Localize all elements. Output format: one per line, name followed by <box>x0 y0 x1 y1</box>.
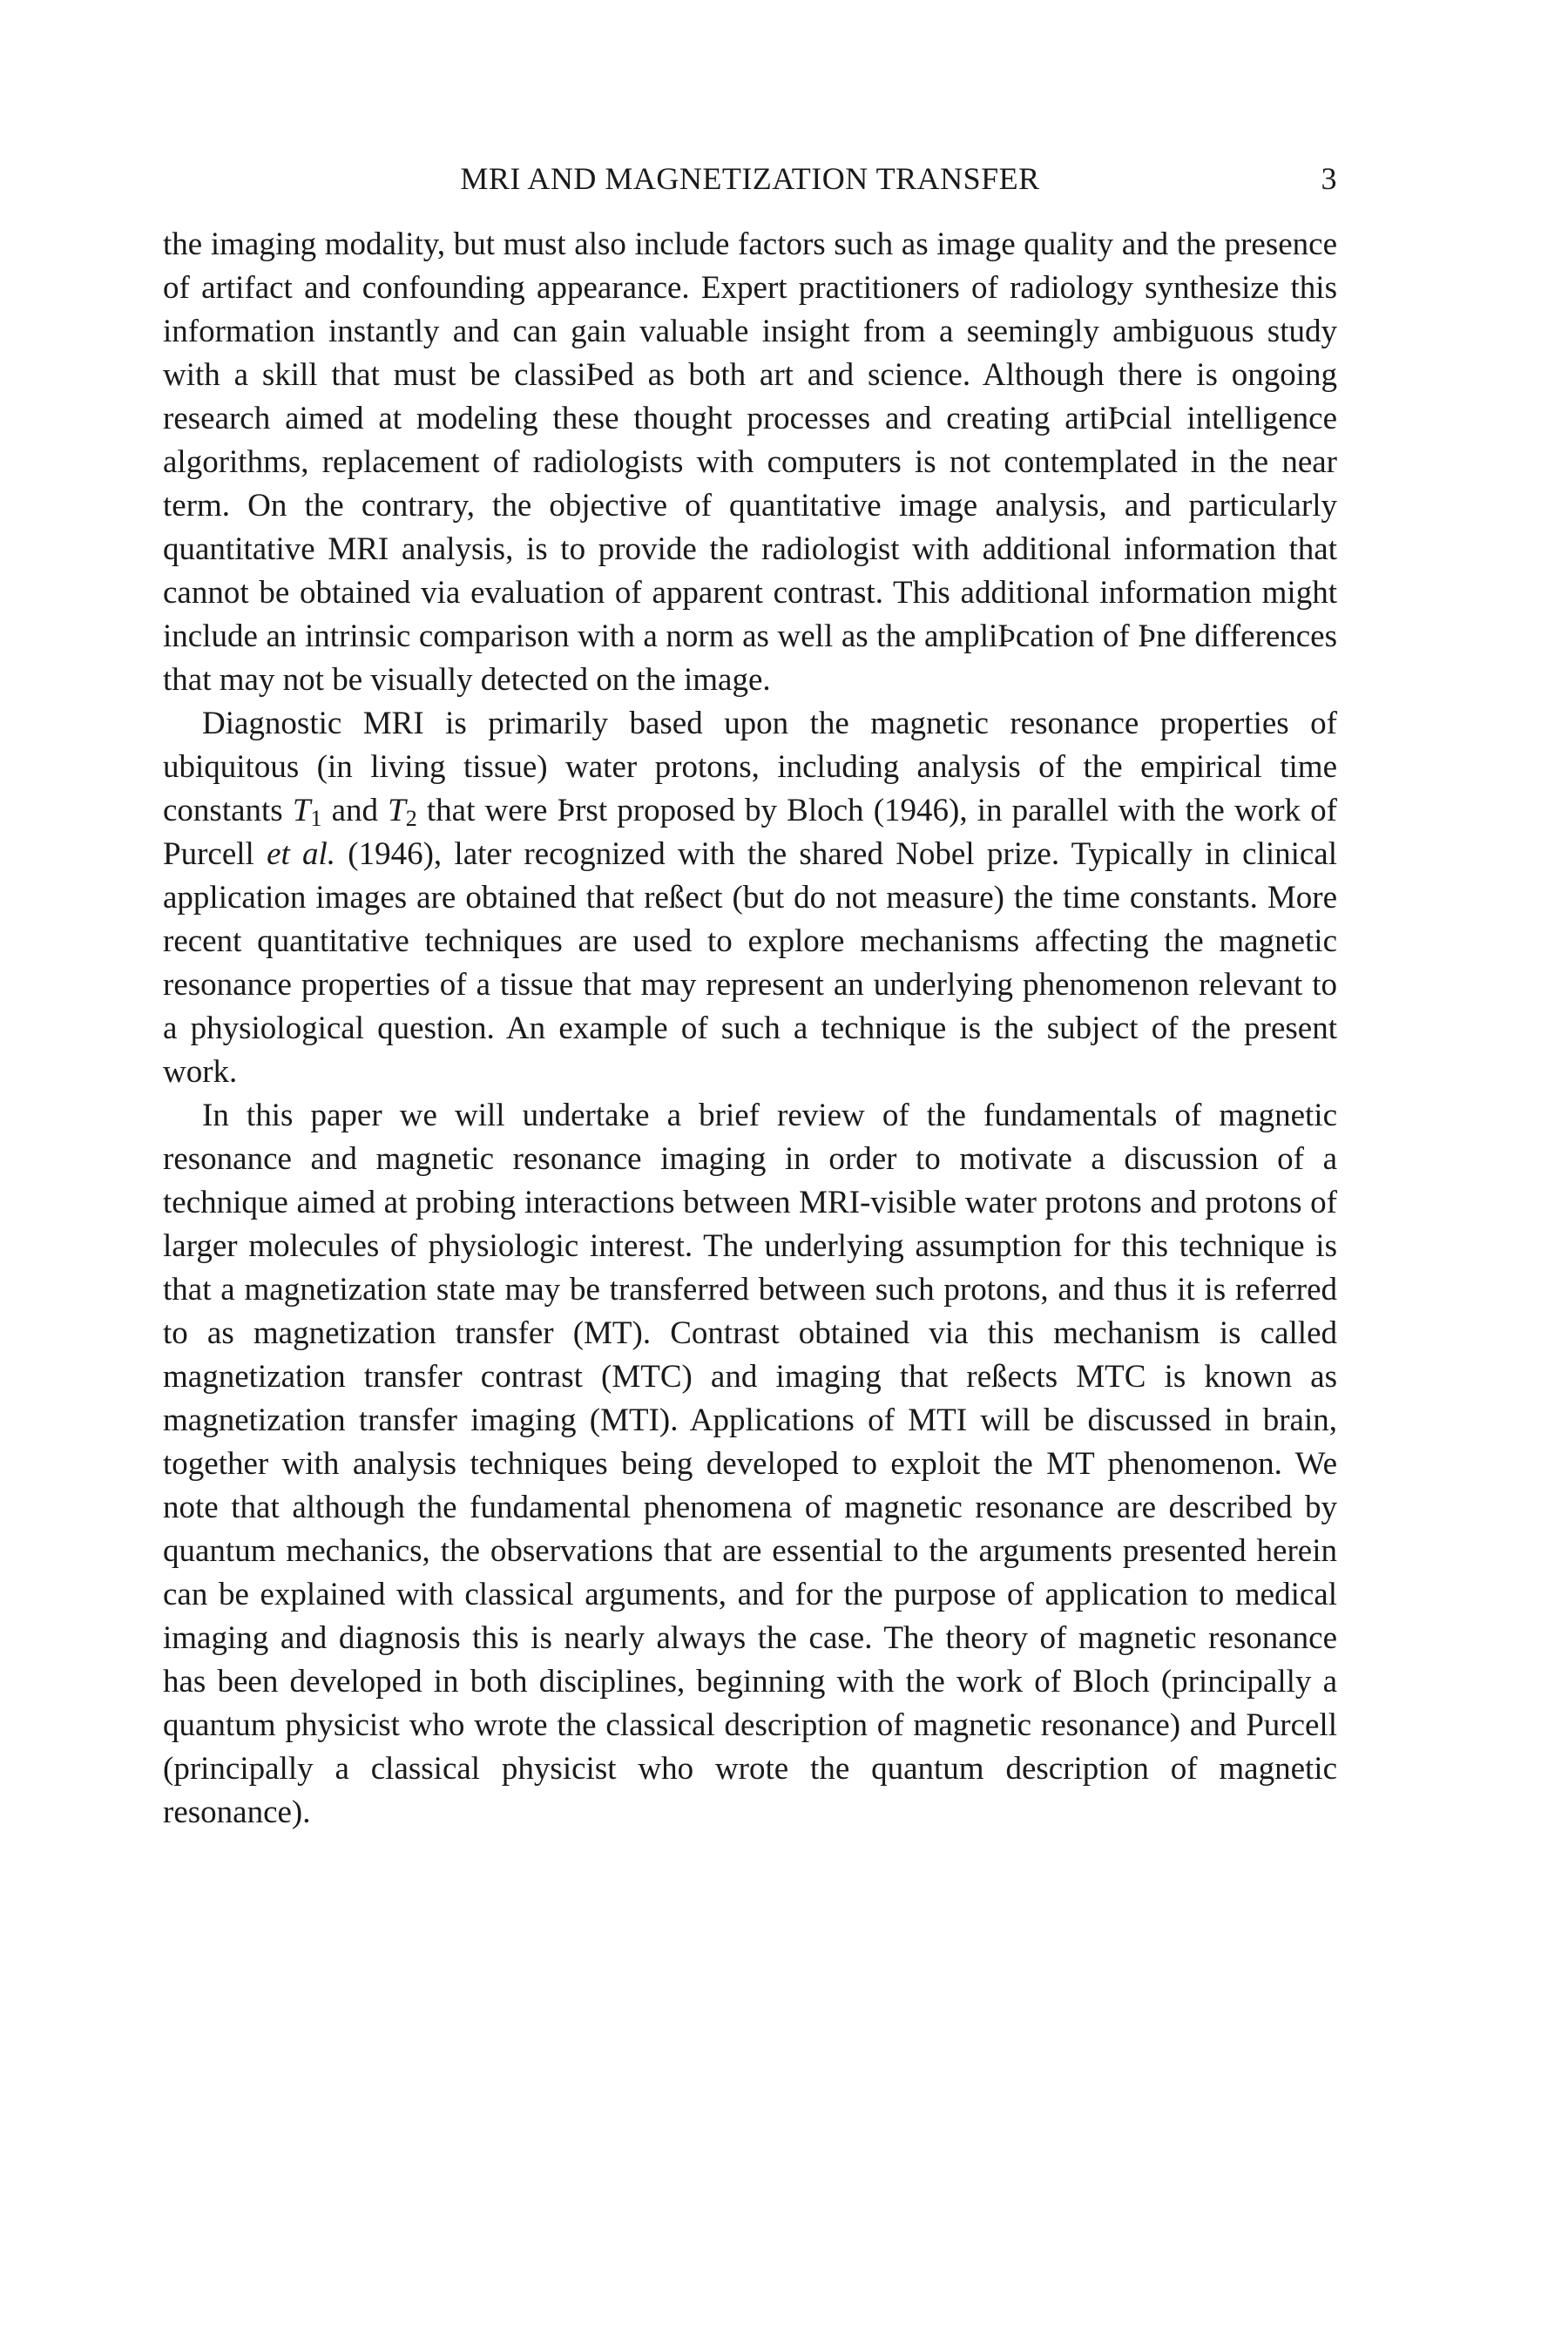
t1-subscript: 1 <box>310 806 322 831</box>
et-al: et al. <box>267 836 336 872</box>
paragraph-2 <box>163 702 1337 1094</box>
paragraph-2-text-a: Diagnostic MRI is primarily based upon the magnetic resonance properties of ubiquitous (in living tissue) water protons, including analysis of the empirical time constants <box>163 706 1337 828</box>
paragraph-3: In this paper we will undertake a brief review of the fundamentals of magnetic resonance and magnetic resonance imaging in order to motivate a discussion of a technique aimed at probing interactions between MRI-visible water protons and protons of larger molecules of physiologic interest. The underlying assumption for this technique is that a magnetization state may be transferred between such protons, and thus it is referred to as magnetization transfer (MT). Contrast obtained via this mechanism is called magnetization transfer contrast (MTC) and imaging that reßects MTC is known as magnetization transfer imaging (MTI). Applications of MTI will be discussed in brain, together with analysis techniques being developed to exploit the MT phenomenon. We note that although the fundamental phenomena of magnetic resonance are described by quantum mechanics, the observations that are essential to the arguments presented herein can be explained with classical arguments, and for the purpose of application to medical imaging and diagnosis this is nearly always the case. The theory of magnetic resonance has been developed in both disciplines, beginning with the work of Bloch (principally a quantum physicist who wrote the classical description of magnetic resonance) and Purcell (principally a classical physicist who wrote the quantum description of magnetic resonance). <box>163 1098 1337 1830</box>
paragraph-2-text-c: (1946), later recognized with the shared Nobel prize. Typically in clinical application images are obtained that reßect (but do not measure) the time constants. More recent quantitative techniques are used to explore mechanisms affecting the magnetic resonance properties of a tissue that may represent an underlying phenomenon relevant to a physiological question. An example of such a technique is the subject of the present work. <box>163 836 1338 1090</box>
body-text <box>163 223 1337 1835</box>
paragraph-2-and: and <box>321 793 389 828</box>
page <box>163 152 1337 1835</box>
running-title: MRI AND MAGNETIZATION TRANSFER <box>460 161 1040 196</box>
t2-symbol: T <box>388 793 406 828</box>
paragraph-1: the imaging modality, but must also include factors such as image quality and the presence of artifact and confounding appearance. Expert practitioners of radiology synthesize this information instantly and can gain valuable insight from a seemingly ambiguous study with a skill that must be classiÞed as both art and science. Although there is ongoing research aimed at modeling these thought processes and creating artiÞcial intelligence algorithms, replacement of radiologists with computers is not contemplated in the near term. On the contrary, the objective of quantitative image analysis, and particularly quantitative MRI analysis, is to provide the radiologist with additional information that cannot be obtained via evaluation of apparent contrast. This additional information might include an intrinsic comparison with a norm as well as the ampliÞcation of Þne differences that may not be visually detected on the image. <box>163 226 1337 698</box>
paragraph-2-text-b: that were Þrst proposed by Bloch (1946), in parallel with the work of Purcell <box>163 793 1338 872</box>
running-head <box>163 152 1337 205</box>
t1-symbol: T <box>292 793 311 828</box>
page-number: 3 <box>1321 161 1337 196</box>
t2-subscript: 2 <box>405 806 417 831</box>
